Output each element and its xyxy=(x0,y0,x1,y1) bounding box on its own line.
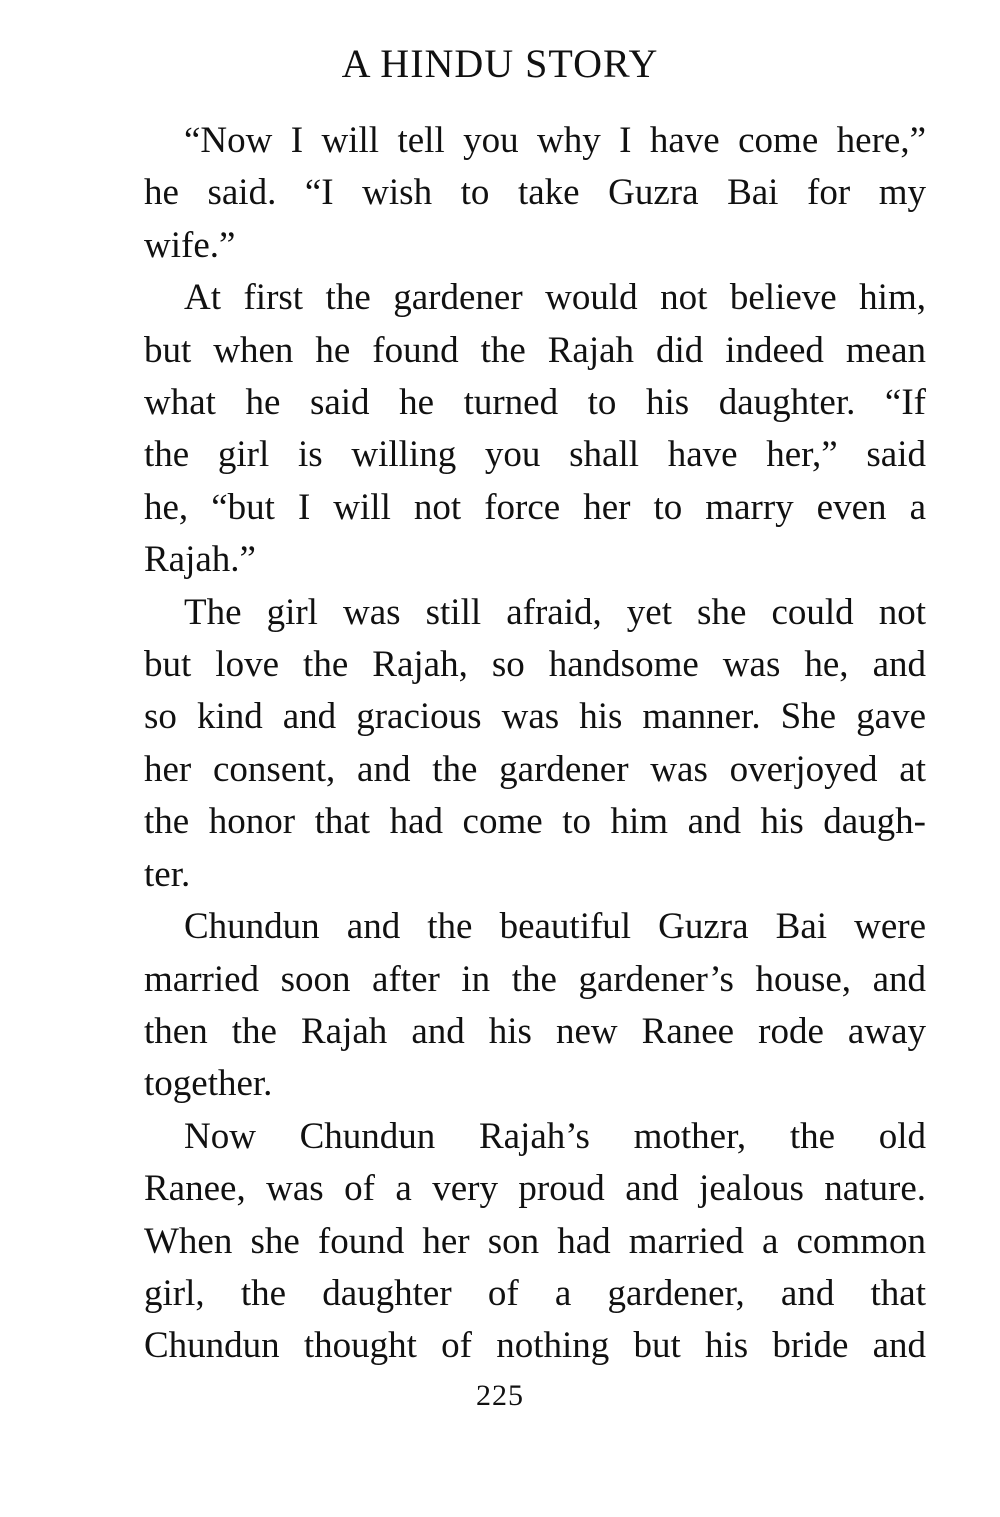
paragraph-3 xyxy=(104,587,926,901)
text-line: girl, the daughter of a gardener, and that xyxy=(144,1272,926,1314)
text-line: the girl is willing you shall have her,” said xyxy=(144,434,926,476)
text-line: Now Chundun Rajah’s mother, the old xyxy=(184,1115,926,1157)
text-line: what he said he turned to his daughter. “If xyxy=(144,382,926,424)
text-line: When she found her son had married a common xyxy=(144,1220,926,1262)
text-line: then the Rajah and his new Ranee rode away xyxy=(144,1010,926,1052)
text-line: but when he found the Rajah did indeed mean xyxy=(144,329,926,371)
paragraph-4 xyxy=(104,901,926,1111)
text-line: The girl was still afraid, yet she could not xyxy=(184,591,926,633)
text-line: At first the gardener would not believe him, xyxy=(184,277,926,319)
text-line: her consent, and the gardener was overjoyed at xyxy=(144,748,926,790)
paragraph-1 xyxy=(104,115,926,272)
text-line: the honor that had come to him and his daugh- xyxy=(144,801,926,843)
body-text xyxy=(104,115,926,1373)
text-line: wife.” xyxy=(144,224,236,266)
text-line: Ranee, was of a very proud and jealous nature. xyxy=(144,1168,926,1210)
text-line: Chundun and the beautiful Guzra Bai were xyxy=(184,906,926,948)
text-line: together. xyxy=(144,1063,273,1105)
text-line: ter. xyxy=(144,853,191,895)
page-number: 225 xyxy=(476,1379,524,1412)
text-line: so kind and gracious was his manner. She gave xyxy=(144,696,926,738)
paragraph-5 xyxy=(104,1111,926,1373)
paragraph-2 xyxy=(104,272,926,586)
text-line: Rajah.” xyxy=(144,539,256,581)
text-line: “Now I will tell you why I have come here,” xyxy=(184,120,926,161)
text-line: but love the Rajah, so handsome was he, and xyxy=(144,644,926,686)
text-line: married soon after in the gardener’s house, and xyxy=(144,958,926,1000)
text-line: Chundun thought of nothing but his bride and xyxy=(144,1325,926,1367)
text-line: he said. “I wish to take Guzra Bai for my xyxy=(144,172,926,214)
running-head: A HINDU STORY xyxy=(341,41,659,86)
text-line: he, “but I will not force her to marry even a xyxy=(144,486,926,528)
